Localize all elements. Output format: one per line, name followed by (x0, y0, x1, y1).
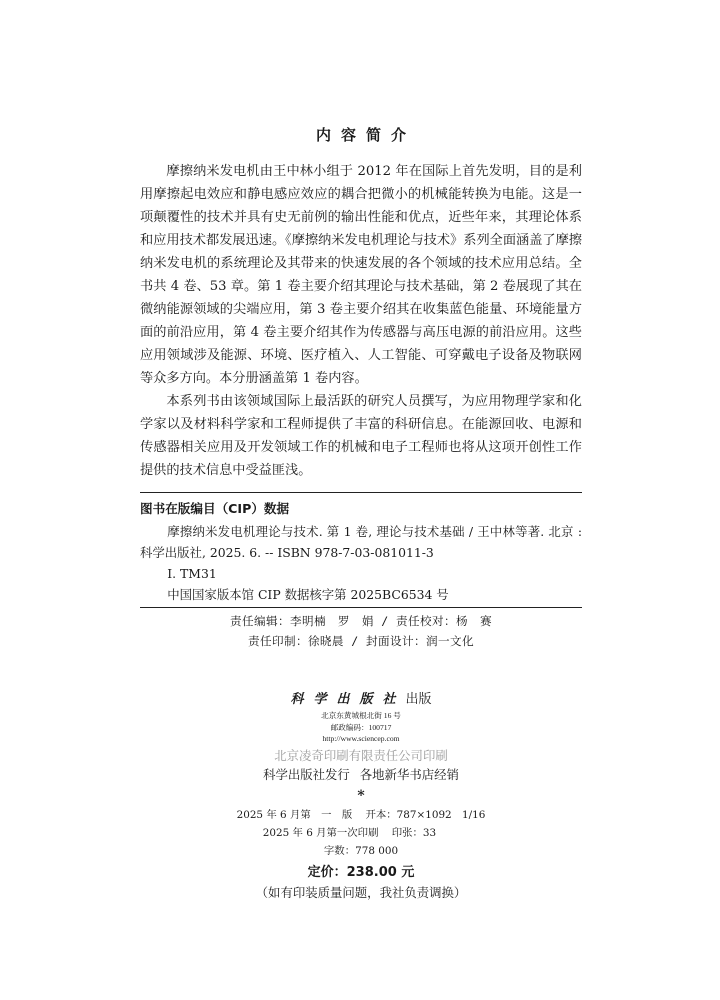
distribution-line: 科学出版社发行 各地新华书店经销 (263, 766, 459, 782)
cip-title: 图书在版编目（CIP）数据 (140, 501, 290, 516)
publisher-block (140, 690, 582, 804)
summary-paragraph-2: 本系列书由该领域国际上最活跃的研究人员撰写，为应用物理学家和化学家以及材料科学家和工程师提供了丰富的科研信息。在能源回收、电源和传感器相关应用及开发领域工作的机械和电子工程师也将从这项开创性工作提供的技术信息中受益匪浅。 (140, 394, 582, 478)
separator-star: * (357, 787, 365, 804)
publisher-address: 北京东黄城根北街 16 号 (321, 711, 401, 720)
sheets-text: 印张：33 (391, 827, 437, 839)
format-text: 开本：787×1092 1/16 (365, 809, 486, 821)
publisher-logo-text: 科学出版社 (290, 692, 406, 707)
cip-classification: Ⅰ. TM31 (167, 566, 217, 581)
cip-data-block (140, 492, 582, 608)
cip-record: 摩擦纳米发电机理论与技术. 第 1 卷, 理论与技术基础 / 王中林等著. 北京 : 科学出版社, 2025. 6. -- ISBN 978-7-03-081011-3 (140, 524, 582, 560)
spec-row-wordcount (140, 842, 582, 860)
editor-credit-line-1: 责任编辑：李明楠 罗 娟 / 责任校对：杨 赛 (229, 614, 493, 628)
quality-notice: （如有印装质量问题，我社负责调换） (255, 885, 467, 900)
summary-paragraph-1: 摩擦纳米发电机由王中林小组于 2012 年在国际上首先发明，目的是利用摩擦起电效应和静电感应效应的耦合把微小的机械能转换为电能。这是一项颠覆性的技术并具有史无前例的输出性能和优点，近些年来，其理论体系和应用技术都发展迅速。《摩擦纳米发电机理论与技术》系列全面涵盖了摩擦纳米发电机的系统理论及其带来的快速发展的各个领域的技术应用总结。全书共 4 卷、53 章。第 1 卷主要介绍其理论与技术基础，第 2 卷展现了其在微纳能源领域的尖端应用，第 3 卷主要介绍其在收集蓝色能量、环境能量方面的前沿应用，第 4 卷主要介绍其作为传感器与高压电源的前沿应用。这些应用领域涉及能源、环境、医疗植入、人工智能、可穿戴电子设备及物联网等众多方向。本分册涵盖第 1 卷内容。 (140, 164, 582, 386)
spec-row-printing (140, 824, 582, 842)
edition-text: 2025 年 6 月第 一 版 (236, 809, 353, 821)
printer-line: 北京凌奇印刷有限责任公司印刷 (274, 747, 448, 763)
spec-row-edition (140, 806, 582, 824)
printing-text: 2025 年 6 月第一次印刷 (262, 827, 379, 839)
publisher-url: http://www.sciencep.com (322, 734, 400, 743)
wordcount-text: 字数：778 000 (323, 845, 399, 857)
publisher-name-line (140, 690, 582, 710)
summary-heading: 内容简介 (315, 126, 416, 144)
price-text: 定价：238.00 元 (307, 865, 415, 880)
publisher-postcode: 邮政编码：100717 (330, 722, 392, 732)
editor-credit-line-2: 责任印制：徐晓晨 / 封面设计：润一文化 (247, 634, 475, 648)
edition-specs (140, 806, 582, 903)
cip-verification: 中国国家版本馆 CIP 数据核字第 2025BC6534 号 (167, 587, 449, 602)
editorial-credits (140, 611, 582, 651)
summary-body (140, 160, 582, 482)
publisher-suffix: 出版 (405, 692, 432, 707)
